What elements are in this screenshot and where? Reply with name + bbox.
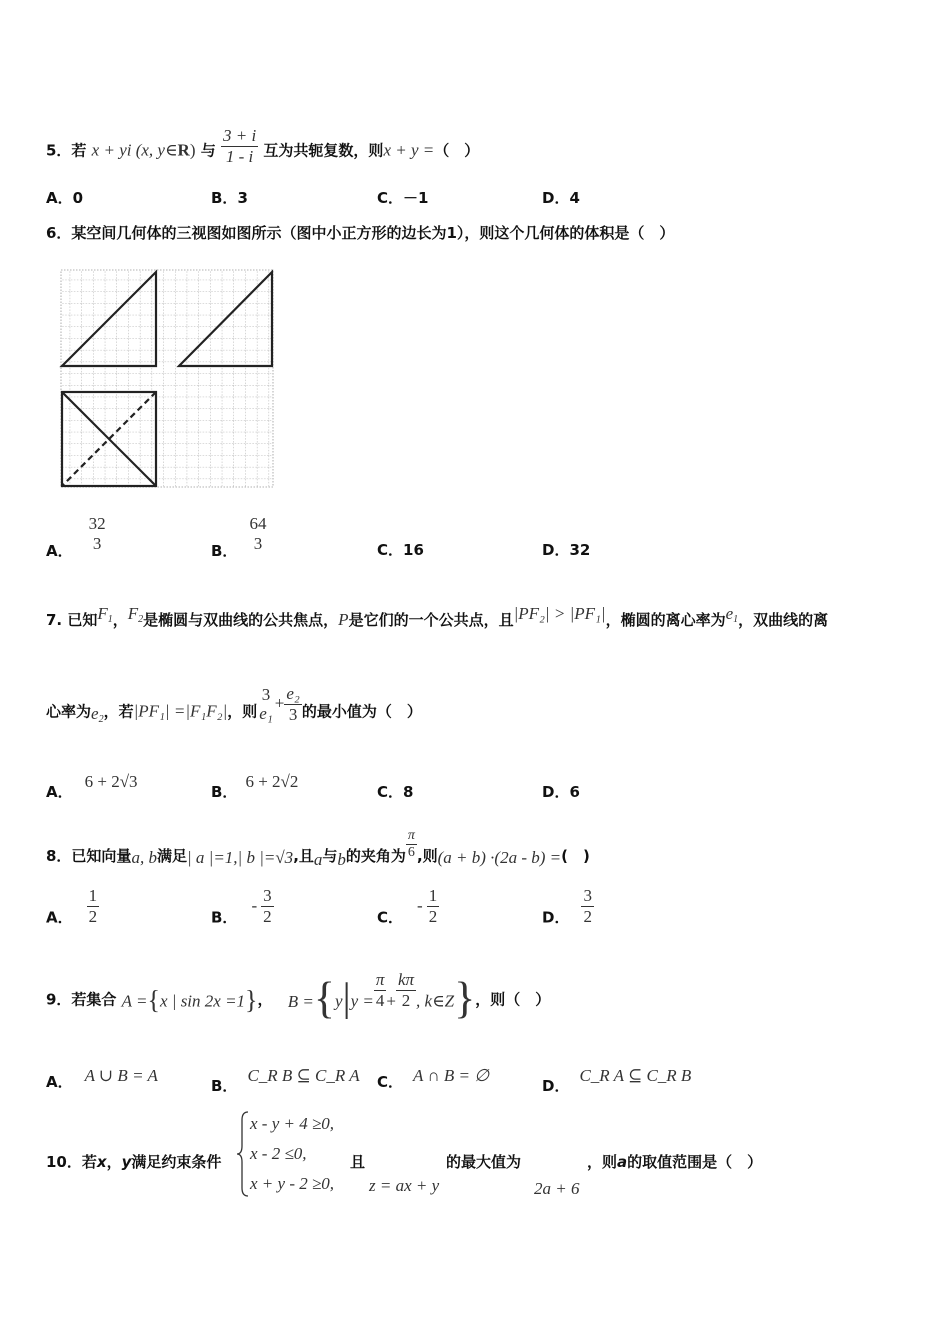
eccentricity-e2: $e_2$: [91, 703, 104, 725]
option-fraction: $\frac{1}{2}$: [428, 886, 438, 926]
question-9-stem: 9．若集合 A ={x | sin 2x =1}， B ={y|y = $\frac{\pi}{4}$ + $\frac{k\pi}{2}$ , k∈Z}，则（ ）: [46, 970, 551, 1023]
dot-product-expr: (a + b) ·(2a - b) =: [437, 848, 562, 868]
option-value: 3: [237, 189, 248, 207]
set-b-eq: y =: [350, 991, 374, 1011]
option-b: B．- $\frac{3}{2}$: [211, 886, 272, 927]
option-a: A． $\frac{1}{2}$: [46, 886, 98, 927]
set-b-label: B =: [287, 991, 314, 1011]
question-6-stem: 6．某空间几何体的三视图如图所示（图中小正方形的边长为1），则这个几何体的体积是（ ）: [46, 224, 675, 242]
option-value: C_R A ⊆ C_R B: [579, 1066, 692, 1085]
eccentricity-e1: $e_1$: [725, 604, 739, 625]
pi-over-4-fraction: $\frac{\pi}{4}$: [375, 970, 385, 1010]
var-x: x: [96, 1153, 107, 1171]
option-b: B．6 + 2√2: [211, 772, 299, 801]
option-c: C．16: [377, 541, 424, 559]
option-value: 0: [72, 189, 84, 207]
option-value: A ∩ B = ∅: [413, 1066, 490, 1085]
option-d: D．32: [542, 541, 591, 559]
stem-text: 互为共轭复数，则: [263, 141, 384, 160]
var-a: a: [617, 1153, 628, 1171]
option-fraction: $\frac{1}{2}$: [88, 886, 98, 926]
question-10-tail: ，则a的取值范围是（ ）: [587, 1153, 763, 1171]
option-fraction: $\frac{3}{2}$: [583, 886, 592, 926]
focus-f2: $F_2$: [127, 604, 144, 625]
brace-right: }: [454, 973, 476, 1023]
option-a: A． A ∪ B = A: [46, 1066, 158, 1091]
option-value: 4: [569, 189, 580, 207]
option-value: 8: [403, 783, 414, 801]
vector-a: a: [313, 850, 323, 870]
inequality-expr: |PF₂| > |PF₁|: [513, 604, 606, 623]
focus-f1: $F_1$: [97, 604, 113, 625]
constraint-1: x - y + 4 ≥0,: [250, 1114, 335, 1133]
brace-right: }: [245, 985, 258, 1015]
option-a: A．6 + 2√3: [46, 772, 138, 801]
stem-text: 与: [200, 141, 216, 160]
fraction-e2-over-3: $\frac{\text{e₂}}{3}$: [286, 684, 300, 724]
point-p: P: [338, 610, 349, 629]
option-b: B．C_R B ⊆ C_R A: [211, 1066, 360, 1095]
constraint-2: x - 2 ≤0,: [250, 1144, 307, 1163]
option-b: B．3: [211, 189, 248, 207]
question-7-stem-line1: 7. 已知$F_1$，$F_2$是椭圆与双曲线的公共焦点，P是它们的一个公共点，且|PF₂| > |PF₁|，椭圆的离心率为$e_1$，双曲线的离: [46, 604, 829, 629]
option-d: D．6: [542, 783, 580, 801]
set-b-tail: , k∈Z: [416, 991, 455, 1011]
stem-text: 的最大值为: [446, 1153, 522, 1171]
objective-function: z = ax + y: [369, 1176, 440, 1195]
question-number: 5．若: [46, 141, 87, 160]
option-value: 16: [403, 541, 424, 559]
question-10-stem: 10．若x，y满足约束条件: [46, 1153, 222, 1171]
question-5-stem: [46, 126, 479, 166]
vectors-a-b: a, b: [131, 848, 157, 868]
stem-text: 且: [350, 1153, 366, 1171]
math-expression: x + y =: [383, 140, 435, 160]
answer-paren: （ ）: [434, 141, 480, 160]
option-d: D．4: [542, 189, 580, 207]
option-value: 6 + 2√2: [245, 772, 299, 791]
option-a: A．0: [46, 189, 84, 207]
var-y: y: [121, 1153, 132, 1171]
constraint-brace: [236, 1110, 250, 1198]
equality-expr: |PF₁| =|F₁F₂|: [133, 701, 228, 721]
option-fraction: $\frac{3}{2}$: [263, 886, 272, 926]
set-a-body: x | sin 2x =1: [159, 991, 246, 1011]
max-value-expr: 2a + 6: [534, 1179, 580, 1198]
kpi-over-2-fraction: $\frac{k\pi}{2}$: [397, 970, 415, 1010]
option-fraction: 32 3: [88, 514, 106, 553]
option-value: 6 + 2√3: [84, 772, 138, 791]
math-expression: x + yi (x, y∈: [91, 140, 178, 160]
set-bar: |: [342, 974, 351, 1020]
question-8-stem: 8．已知向量a, b满足| a |=1,| b |=√3,且a与b的夹角为 $\frac{\pi}{6}$ ,则(a + b) ·(2a - b) =( ): [46, 828, 590, 870]
option-value: －1: [403, 189, 429, 207]
option-value: 6: [569, 783, 580, 801]
angle-fraction: $\frac{\pi}{6}$: [407, 828, 415, 861]
option-a: A． 32 3: [46, 514, 106, 561]
math-paren: ): [189, 140, 196, 160]
option-value: A ∪ B = A: [84, 1066, 158, 1085]
plus-sign: +: [274, 693, 285, 713]
three-view-diagram: [58, 268, 278, 492]
complex-fraction: [221, 126, 258, 166]
set-b-var: y: [335, 991, 343, 1011]
question-7-stem-line2: 心率为$e_2$，若|PF₁| =|F₁F₂|，则 3 e₁ + $\frac{\text{e₂}}{3}$ 的最小值为（ ）: [46, 684, 422, 725]
option-d: D．C_R A ⊆ C_R B: [542, 1066, 692, 1095]
brace-left: {: [313, 973, 336, 1023]
fraction-numerator: 3 + i: [222, 126, 257, 145]
constraint-3: x + y - 2 ≥0,: [250, 1174, 335, 1193]
option-c: C．- $\frac{1}{2}$: [377, 886, 438, 927]
option-c: C． A ∩ B = ∅: [377, 1066, 490, 1091]
fraction-denominator: 1 - i: [225, 146, 254, 166]
option-value: 32: [569, 541, 591, 559]
magnitude-condition: | a |=1,| b |=√3: [186, 848, 294, 868]
option-d: D． $\frac{3}{2}$: [542, 886, 592, 927]
option-fraction: 64 3: [249, 514, 267, 553]
fraction-3-over-e1: 3 e₁: [259, 684, 273, 724]
real-set-symbol: R: [177, 140, 190, 160]
vector-b: b: [337, 850, 346, 870]
set-a-label: A =: [121, 991, 148, 1011]
option-value: C_R B ⊆ C_R A: [247, 1066, 360, 1085]
option-c: C．－1: [377, 189, 429, 207]
plus-sign: +: [386, 991, 396, 1011]
option-b: B． 64 3: [211, 514, 267, 561]
brace-left: {: [147, 985, 160, 1015]
option-c: C．8: [377, 783, 414, 801]
